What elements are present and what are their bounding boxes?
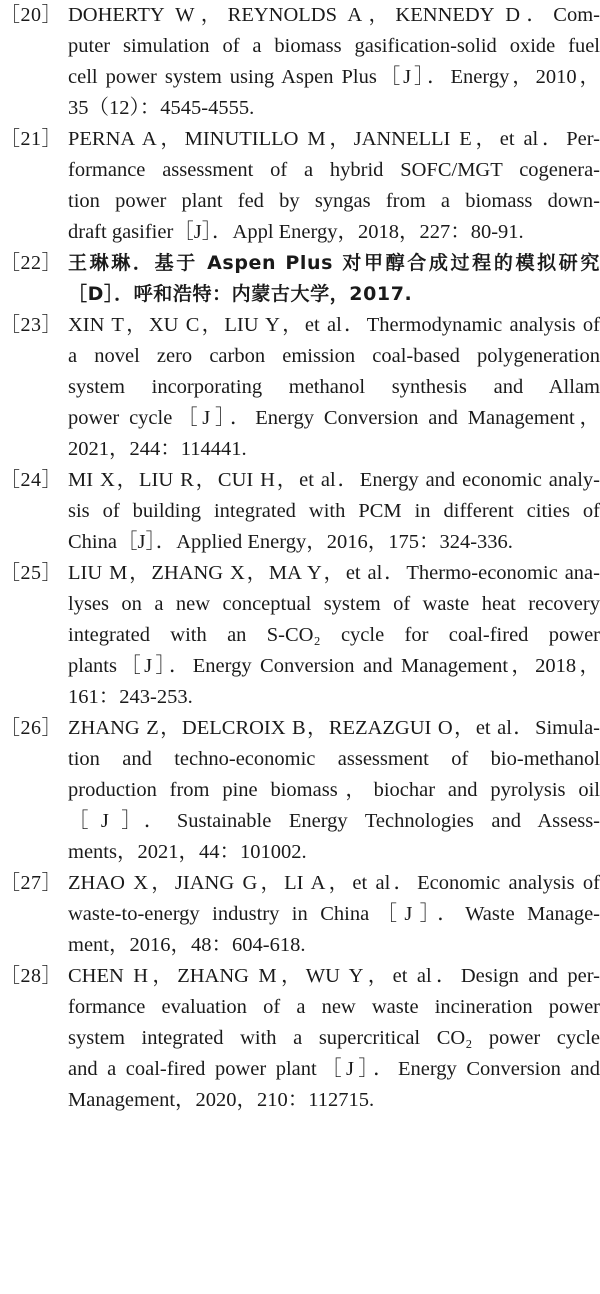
reference-number: ［22］ — [0, 252, 62, 274]
reference-line: lyses on a new conceptual system of waste heat recovery — [68, 593, 600, 615]
reference-22 — [0, 248, 600, 310]
reference-line: and a coal-fired power plant［J］．Energy Conversion and — [68, 1058, 600, 1080]
reference-line: 王琳琳．基于 Aspen Plus 对甲醇合成过程的模拟研究 — [68, 252, 600, 274]
reference-number: ［27］ — [0, 872, 62, 894]
reference-line: MI X，LIU R，CUI H，et al．Energy and economic analy- — [68, 469, 600, 491]
reference-line: cell power system using Aspen Plus［J］．Energy，2010， — [68, 66, 600, 88]
reference-line: ment，2016，48：604-618. — [68, 934, 306, 956]
reference-line: waste-to-energy industry in China［J］．Waste Manage- — [68, 903, 600, 925]
reference-line: CHEN H，ZHANG M，WU Y，et al．Design and per- — [68, 965, 600, 987]
reference-line: tion and techno-economic assessment of bio-methanol — [68, 748, 600, 770]
reference-text — [68, 248, 600, 310]
reference-text — [68, 713, 600, 868]
reference-line: production from pine biomass，biochar and pyrolysis oil — [68, 779, 600, 801]
reference-number: ［24］ — [0, 469, 62, 491]
reference-line: China［J］．Applied Energy，2016，175：324-336. — [68, 531, 513, 553]
reference-25 — [0, 558, 600, 713]
reference-line: ［J］．Sustainable Energy Technologies and Assess- — [68, 810, 600, 832]
reference-line: draft gasifier［J］．Appl Energy，2018，227：80-91. — [68, 221, 524, 243]
reference-number: ［25］ — [0, 562, 62, 584]
reference-line: formance assessment of a hybrid SOFC/MGT cogenera- — [68, 159, 600, 181]
reference-line: ments，2021，44：101002. — [68, 841, 307, 863]
reference-line: DOHERTY W，REYNOLDS A，KENNEDY D．Com- — [68, 4, 600, 26]
reference-line: Management，2020，210：112715. — [68, 1089, 375, 1111]
reference-line: system integrated with a supercritical CO₂ power cycle — [68, 1027, 600, 1049]
reference-line: plants［J］．Energy Conversion and Management，2018， — [68, 655, 600, 677]
reference-text — [68, 558, 600, 713]
reference-number: ［21］ — [0, 128, 62, 150]
reference-line: ZHAO X，JIANG G，LI A，et al．Economic analysis of — [68, 872, 600, 894]
reference-text — [68, 310, 600, 465]
reference-line: integrated with an S-CO₂ cycle for coal-fired power — [68, 624, 600, 646]
reference-line: ZHANG Z，DELCROIX B，REZAZGUI O，et al．Simula- — [68, 717, 600, 739]
reference-line: sis of building integrated with PCM in different cities of — [68, 500, 600, 522]
reference-line: LIU M，ZHANG X，MA Y，et al．Thermo-economic ana- — [68, 562, 600, 584]
reference-line: a novel zero carbon emission coal-based polygeneration — [68, 345, 600, 367]
reference-number: ［28］ — [0, 965, 62, 987]
reference-text — [68, 961, 600, 1116]
reference-line: PERNA A，MINUTILLO M，JANNELLI E，et al．Per- — [68, 128, 600, 150]
reference-text — [68, 0, 600, 124]
reference-text — [68, 124, 600, 248]
reference-23 — [0, 310, 600, 465]
reference-line: tion power plant fed by syngas from a biomass down- — [68, 190, 600, 212]
reference-24 — [0, 465, 600, 558]
reference-line: power cycle［J］．Energy Conversion and Management， — [68, 407, 600, 429]
reference-text — [68, 465, 600, 558]
reference-line: ［D］．呼和浩特：内蒙古大学，2017. — [68, 283, 413, 305]
reference-20 — [0, 0, 600, 124]
reference-line: system incorporating methanol synthesis and Allam — [68, 376, 600, 398]
reference-line: 2021，244：114441. — [68, 438, 247, 460]
reference-line: XIN T，XU C，LIU Y，et al．Thermodynamic analysis of — [68, 314, 600, 336]
reference-line: formance evaluation of a new waste incineration power — [68, 996, 600, 1018]
reference-line: puter simulation of a biomass gasification-solid oxide fuel — [68, 35, 600, 57]
reference-28 — [0, 961, 600, 1116]
reference-27 — [0, 868, 600, 961]
reference-26 — [0, 713, 600, 868]
reference-line: 35（12）：4545-4555. — [68, 97, 255, 119]
reference-number: ［20］ — [0, 4, 62, 26]
reference-number: ［23］ — [0, 314, 62, 336]
reference-line: 161：243-253. — [68, 686, 193, 708]
reference-text — [68, 868, 600, 961]
reference-number: ［26］ — [0, 717, 62, 739]
reference-21 — [0, 124, 600, 248]
